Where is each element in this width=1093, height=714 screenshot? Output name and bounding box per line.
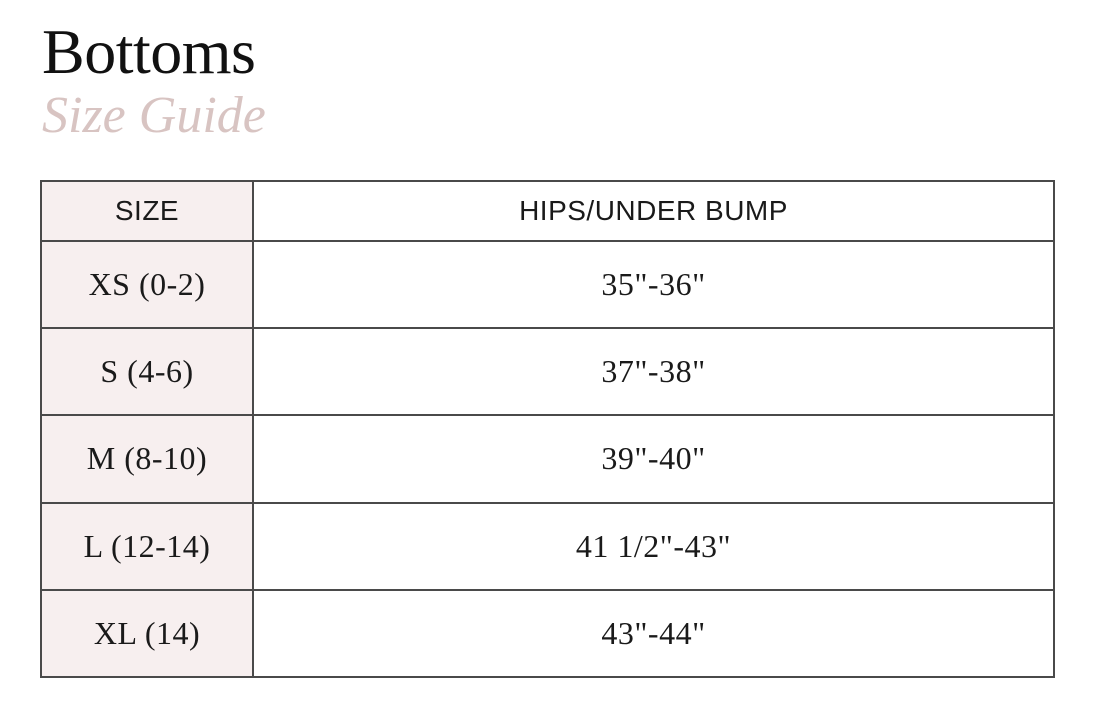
table-row: [41, 328, 1054, 415]
hips-cell: 43"-44": [253, 590, 1054, 677]
table-header-row: [41, 181, 1054, 241]
hips-cell: 37"-38": [253, 328, 1054, 415]
size-cell: XL (14): [41, 590, 253, 677]
column-header-hips: HIPS/UNDER BUMP: [253, 181, 1054, 241]
page-subtitle: Size Guide: [42, 87, 266, 144]
size-cell: XS (0-2): [41, 241, 253, 328]
column-header-size: SIZE: [41, 181, 253, 241]
hips-cell: 41 1/2"-43": [253, 503, 1054, 590]
page-title: Bottoms: [42, 16, 256, 87]
size-cell: M (8-10): [41, 415, 253, 502]
hips-cell: 39"-40": [253, 415, 1054, 502]
table-row: [41, 415, 1054, 502]
table-row: [41, 241, 1054, 328]
table-row: [41, 590, 1054, 677]
size-guide-table: [40, 180, 1055, 678]
size-cell: S (4-6): [41, 328, 253, 415]
hips-cell: 35"-36": [253, 241, 1054, 328]
table-row: [41, 503, 1054, 590]
size-cell: L (12-14): [41, 503, 253, 590]
